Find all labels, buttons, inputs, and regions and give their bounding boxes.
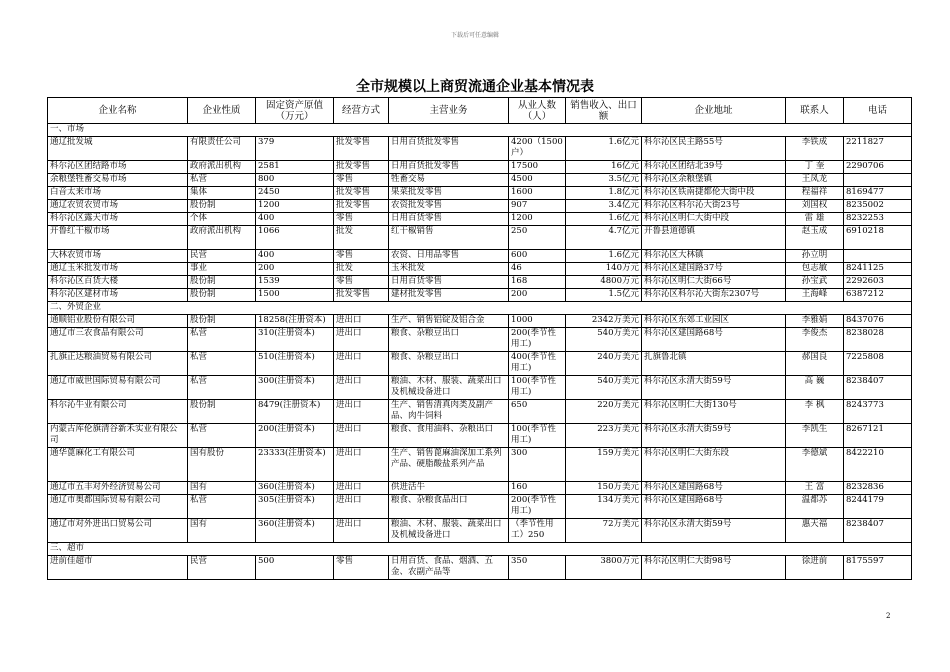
table-row: [48, 482, 912, 495]
cell-mode: 进出口: [334, 328, 389, 352]
cell-type: 民营: [188, 556, 256, 580]
table-row: [48, 289, 912, 302]
cell-address: 科尔沁区民主路55号: [642, 137, 786, 161]
cell-mode: 批发零售: [334, 187, 389, 200]
table-row: [48, 519, 912, 543]
page-title: 全市规模以上商贸流通企业基本情况表: [356, 79, 594, 95]
cell-staff: 1600: [509, 187, 566, 200]
col-header-name: 企业名称: [48, 98, 188, 124]
cell-staff: 200(季节性用工): [509, 328, 566, 352]
cell-staff: 200: [509, 289, 566, 302]
page-number: 2: [886, 612, 891, 620]
cell-assets: 2450: [256, 187, 334, 200]
cell-sales: 220万美元: [566, 400, 642, 424]
cell-business: 日用百货零售: [389, 213, 509, 226]
cell-name: 科尔沁区百货大楼: [48, 276, 188, 289]
cell-business: 供进活牛: [389, 482, 509, 495]
cell-assets: 2581: [256, 161, 334, 174]
cell-address: 科尔沁区东郊工业园区: [642, 315, 786, 328]
cell-assets: 1200: [256, 200, 334, 213]
cell-phone: 2290706: [844, 161, 912, 174]
cell-sales: 240万美元: [566, 352, 642, 376]
cell-contact: 王 富: [786, 482, 844, 495]
cell-assets: 379: [256, 137, 334, 161]
cell-assets: 1500: [256, 289, 334, 302]
cell-assets: 360(注册资本): [256, 482, 334, 495]
cell-assets: 8479(注册资本): [256, 400, 334, 424]
cell-phone: 2292603: [844, 276, 912, 289]
cell-type: 股份制: [188, 276, 256, 289]
cell-address: 科尔沁区铁南捷都伦大街中段: [642, 187, 786, 200]
table-row: [48, 226, 912, 250]
table-row: [48, 187, 912, 200]
cell-staff: 600: [509, 250, 566, 263]
cell-type: 股份制: [188, 315, 256, 328]
cell-business: 粮食、食用油料、杂粮出口: [389, 424, 509, 448]
cell-assets: 200: [256, 263, 334, 276]
cell-phone: 6910218: [844, 226, 912, 250]
cell-contact: 李凯生: [786, 424, 844, 448]
cell-contact: 徐进前: [786, 556, 844, 580]
cell-assets: 18258(注册资本): [256, 315, 334, 328]
cell-type: 民营: [188, 250, 256, 263]
enterprise-table: [47, 97, 912, 580]
cell-sales: 1.6亿元: [566, 137, 642, 161]
cell-assets: 305(注册资本): [256, 495, 334, 519]
section-heading: 三、超市: [48, 543, 912, 556]
cell-address: 科尔沁区明仁大街130号: [642, 400, 786, 424]
cell-type: 股份制: [188, 400, 256, 424]
section-heading-row: [48, 124, 912, 137]
cell-contact: 雷 雄: [786, 213, 844, 226]
cell-name: 通辽市威世国际贸易有限公司: [48, 376, 188, 400]
cell-type: 私营: [188, 376, 256, 400]
cell-name: 进前佳超市: [48, 556, 188, 580]
cell-phone: 8232836: [844, 482, 912, 495]
cell-sales: 150万美元: [566, 482, 642, 495]
cell-phone: 8244179: [844, 495, 912, 519]
cell-type: 国有股份: [188, 448, 256, 482]
table-row: [48, 448, 912, 482]
cell-business: 牲畜交易: [389, 174, 509, 187]
table-row: [48, 376, 912, 400]
cell-phone: [844, 174, 912, 187]
cell-staff: 46: [509, 263, 566, 276]
col-header-assets: 固定资产原值（万元）: [256, 98, 334, 124]
cell-type: 事业: [188, 263, 256, 276]
cell-phone: 2211827: [844, 137, 912, 161]
cell-phone: 8238407: [844, 376, 912, 400]
cell-address: 科尔沁区建国路68号: [642, 495, 786, 519]
cell-name: 内蒙古库伦旗清谷新禾实业有限公司: [48, 424, 188, 448]
cell-contact: 赵玉成: [786, 226, 844, 250]
cell-contact: 郝国良: [786, 352, 844, 376]
cell-contact: 王海峰: [786, 289, 844, 302]
cell-type: 私营: [188, 424, 256, 448]
cell-name: 科尔沁区团结路市场: [48, 161, 188, 174]
cell-type: 私营: [188, 352, 256, 376]
cell-business: 果菜批发零售: [389, 187, 509, 200]
cell-staff: 100(季节性用工): [509, 376, 566, 400]
cell-contact: 高 巍: [786, 376, 844, 400]
section-heading: 一、市场: [48, 124, 912, 137]
cell-sales: 1.6亿元: [566, 250, 642, 263]
cell-type: 股份制: [188, 289, 256, 302]
cell-phone: 8241125: [844, 263, 912, 276]
cell-phone: 8232253: [844, 213, 912, 226]
cell-sales: 159万美元: [566, 448, 642, 482]
cell-name: 通辽市对外进出口贸易公司: [48, 519, 188, 543]
col-header-phone: 电话: [844, 98, 912, 124]
header-note: 下载后可任意编辑: [450, 32, 499, 39]
table-row: [48, 352, 912, 376]
cell-mode: 批发零售: [334, 289, 389, 302]
cell-mode: 批发零售: [334, 161, 389, 174]
col-header-mode: 经营方式: [334, 98, 389, 124]
section-heading: 二、外贸企业: [48, 302, 912, 315]
cell-assets: 500: [256, 556, 334, 580]
cell-address: 科尔沁区明仁大街98号: [642, 556, 786, 580]
table-row: [48, 424, 912, 448]
cell-type: 集体: [188, 187, 256, 200]
cell-mode: 进出口: [334, 482, 389, 495]
table-body: [48, 124, 912, 580]
cell-sales: 16亿元: [566, 161, 642, 174]
cell-address: 科尔沁区建国路37号: [642, 263, 786, 276]
cell-name: 科尔沁区露天市场: [48, 213, 188, 226]
col-header-contact: 联系人: [786, 98, 844, 124]
cell-name: 白音太来市场: [48, 187, 188, 200]
cell-phone: 8175597: [844, 556, 912, 580]
cell-phone: 7225808: [844, 352, 912, 376]
cell-business: 粮油、木材、服装、蔬菜出口及机械设备进口: [389, 519, 509, 543]
col-header-type: 企业性质: [188, 98, 256, 124]
cell-assets: 1066: [256, 226, 334, 250]
cell-assets: 23333(注册资本): [256, 448, 334, 482]
cell-sales: 3.4亿元: [566, 200, 642, 213]
cell-address: 开鲁县道德镇: [642, 226, 786, 250]
cell-type: 私营: [188, 495, 256, 519]
cell-name: 通华蓖麻化工有限公司: [48, 448, 188, 482]
cell-business: 日用百货零售: [389, 276, 509, 289]
cell-name: 余粮堡牲畜交易市场: [48, 174, 188, 187]
cell-phone: 8267121: [844, 424, 912, 448]
cell-assets: 360(注册资本): [256, 519, 334, 543]
cell-name: 科尔沁牛业有限公司: [48, 400, 188, 424]
cell-business: 粮食、杂粮豆出口: [389, 328, 509, 352]
cell-phone: [844, 250, 912, 263]
cell-name: 通辽农贸农贸市场: [48, 200, 188, 213]
cell-address: 科尔沁区建国路68号: [642, 482, 786, 495]
cell-mode: 进出口: [334, 400, 389, 424]
cell-business: 玉米批发: [389, 263, 509, 276]
cell-mode: 批发零售: [334, 137, 389, 161]
cell-type: 国有: [188, 482, 256, 495]
cell-sales: 4.7亿元: [566, 226, 642, 250]
cell-address: 科尔沁区明仁大街中段: [642, 213, 786, 226]
cell-type: 政府派出机构: [188, 226, 256, 250]
cell-business: 建材批发零售: [389, 289, 509, 302]
cell-business: 农资、日用品零售: [389, 250, 509, 263]
cell-type: 有限责任公司: [188, 137, 256, 161]
cell-sales: 72万美元: [566, 519, 642, 543]
cell-sales: 2342万美元: [566, 315, 642, 328]
table-row: [48, 213, 912, 226]
cell-phone: 8169477: [844, 187, 912, 200]
cell-assets: 400: [256, 213, 334, 226]
cell-mode: 零售: [334, 276, 389, 289]
cell-address: 扎旗鲁北镇: [642, 352, 786, 376]
cell-address: 科尔沁区永清大街59号: [642, 519, 786, 543]
cell-staff: （季节性用工）250: [509, 519, 566, 543]
cell-business: 日用百货批发零售: [389, 137, 509, 161]
cell-address: 科尔沁区余粮堡镇: [642, 174, 786, 187]
cell-phone: 6387212: [844, 289, 912, 302]
table-row: [48, 400, 912, 424]
cell-staff: 168: [509, 276, 566, 289]
cell-contact: 刘国权: [786, 200, 844, 213]
table-row: [48, 137, 912, 161]
cell-address: 科尔沁区大林镇: [642, 250, 786, 263]
cell-address: 科尔沁区科尔沁大街23号: [642, 200, 786, 213]
cell-name: 大林农贸市场: [48, 250, 188, 263]
cell-mode: 零售: [334, 250, 389, 263]
cell-contact: 丁 奎: [786, 161, 844, 174]
cell-business: 生产、销售蓖麻油深加工系列产品、硬脂酸盐系列产品: [389, 448, 509, 482]
table-row: [48, 174, 912, 187]
cell-mode: 批发零售: [334, 200, 389, 213]
cell-type: 国有: [188, 519, 256, 543]
cell-assets: 400: [256, 250, 334, 263]
cell-name: 通辽批发城: [48, 137, 188, 161]
cell-staff: 907: [509, 200, 566, 213]
cell-contact: 温都苏: [786, 495, 844, 519]
cell-sales: 1.6亿元: [566, 213, 642, 226]
header-row: [48, 98, 912, 124]
cell-type: 股份制: [188, 200, 256, 213]
cell-mode: 进出口: [334, 315, 389, 328]
cell-mode: 进出口: [334, 519, 389, 543]
cell-business: 红干椒销售: [389, 226, 509, 250]
cell-sales: 1.5亿元: [566, 289, 642, 302]
cell-mode: 进出口: [334, 424, 389, 448]
cell-business: 日用百货批发零售: [389, 161, 509, 174]
cell-business: 粮食、杂粮豆出口: [389, 352, 509, 376]
cell-business: 生产、销售铝锭及铝合金: [389, 315, 509, 328]
cell-phone: 8235002: [844, 200, 912, 213]
cell-phone: 8238407: [844, 519, 912, 543]
cell-mode: 零售: [334, 174, 389, 187]
cell-name: 科尔沁区建材市场: [48, 289, 188, 302]
cell-address: 科尔沁区永清大街59号: [642, 424, 786, 448]
cell-staff: 4500: [509, 174, 566, 187]
cell-business: 日用百货、食品、烟酒、五金、农副产品等: [389, 556, 509, 580]
table-row: [48, 263, 912, 276]
cell-business: 粮食、杂粮食品出口: [389, 495, 509, 519]
cell-contact: 李 枫: [786, 400, 844, 424]
cell-contact: 程福祥: [786, 187, 844, 200]
cell-address: 科尔沁区永清大街59号: [642, 376, 786, 400]
cell-phone: 8422210: [844, 448, 912, 482]
cell-sales: 140万元: [566, 263, 642, 276]
cell-business: 农资批发零售: [389, 200, 509, 213]
cell-mode: 进出口: [334, 448, 389, 482]
cell-contact: 孙宝武: [786, 276, 844, 289]
cell-staff: 160: [509, 482, 566, 495]
cell-assets: 310(注册资本): [256, 328, 334, 352]
cell-contact: 李铁成: [786, 137, 844, 161]
cell-assets: 510(注册资本): [256, 352, 334, 376]
cell-business: 粮油、木材、服装、蔬菜出口及机械设备进口: [389, 376, 509, 400]
cell-sales: 223万美元: [566, 424, 642, 448]
cell-sales: 134万美元: [566, 495, 642, 519]
cell-mode: 零售: [334, 213, 389, 226]
table-row: [48, 276, 912, 289]
cell-sales: 540万美元: [566, 328, 642, 352]
table-row: [48, 161, 912, 174]
cell-name: 通辽市奥都国际贸易有限公司: [48, 495, 188, 519]
table-row: [48, 556, 912, 580]
cell-contact: 李德斌: [786, 448, 844, 482]
cell-type: 私营: [188, 328, 256, 352]
cell-sales: 1.8亿元: [566, 187, 642, 200]
cell-name: 扎旗正达粮油贸易有限公司: [48, 352, 188, 376]
col-header-sales: 销售收入、出口额: [566, 98, 642, 124]
cell-staff: 100(季节性用工): [509, 424, 566, 448]
cell-mode: 进出口: [334, 352, 389, 376]
cell-staff: 200(季节性用工): [509, 495, 566, 519]
cell-staff: 350: [509, 556, 566, 580]
cell-staff: 400(季节性用工): [509, 352, 566, 376]
cell-address: 科尔沁区明仁大街东段: [642, 448, 786, 482]
cell-address: 科尔沁区建国路68号: [642, 328, 786, 352]
col-header-address: 企业地址: [642, 98, 786, 124]
cell-phone: 8243773: [844, 400, 912, 424]
table-row: [48, 328, 912, 352]
cell-staff: 650: [509, 400, 566, 424]
cell-assets: 300(注册资本): [256, 376, 334, 400]
cell-sales: 540万美元: [566, 376, 642, 400]
cell-staff: 250: [509, 226, 566, 250]
cell-staff: 17500: [509, 161, 566, 174]
cell-assets: 800: [256, 174, 334, 187]
cell-sales: 4800万元: [566, 276, 642, 289]
cell-mode: 批发: [334, 263, 389, 276]
cell-type: 政府派出机构: [188, 161, 256, 174]
cell-business: 生产、销售清真肉类及副产品、肉牛饲料: [389, 400, 509, 424]
cell-type: 个体: [188, 213, 256, 226]
table-row: [48, 200, 912, 213]
cell-contact: 包志敏: [786, 263, 844, 276]
cell-type: 私营: [188, 174, 256, 187]
cell-staff: 1000: [509, 315, 566, 328]
cell-address: 科尔沁区团结北39号: [642, 161, 786, 174]
cell-address: 科尔沁区科尔沁大街东2307号: [642, 289, 786, 302]
cell-name: 开鲁红干椒市场: [48, 226, 188, 250]
table-row: [48, 495, 912, 519]
table-row: [48, 315, 912, 328]
col-header-staff: 从业人数（人）: [509, 98, 566, 124]
cell-sales: 3.5亿元: [566, 174, 642, 187]
cell-staff: 4200（1500户）: [509, 137, 566, 161]
cell-name: 通辽市五丰对外经济贸易公司: [48, 482, 188, 495]
section-heading-row: [48, 543, 912, 556]
cell-assets: 1539: [256, 276, 334, 289]
cell-staff: 300: [509, 448, 566, 482]
table-row: [48, 250, 912, 263]
cell-address: 科尔沁区明仁大街66号: [642, 276, 786, 289]
cell-contact: 孙立明: [786, 250, 844, 263]
section-heading-row: [48, 302, 912, 315]
cell-mode: 零售: [334, 556, 389, 580]
cell-name: 通辽市三农食品有限公司: [48, 328, 188, 352]
cell-contact: 李俊杰: [786, 328, 844, 352]
cell-contact: 惠天福: [786, 519, 844, 543]
cell-assets: 200(注册资本): [256, 424, 334, 448]
cell-contact: 李雅娟: [786, 315, 844, 328]
cell-mode: 批发: [334, 226, 389, 250]
cell-staff: 1200: [509, 213, 566, 226]
cell-mode: 进出口: [334, 376, 389, 400]
cell-phone: 8437076: [844, 315, 912, 328]
cell-name: 通顺铝业股份有限公司: [48, 315, 188, 328]
cell-sales: 3800万元: [566, 556, 642, 580]
cell-phone: 8238028: [844, 328, 912, 352]
cell-mode: 进出口: [334, 495, 389, 519]
cell-contact: 王凤龙: [786, 174, 844, 187]
col-header-business: 主营业务: [389, 98, 509, 124]
cell-name: 通辽玉米批发市场: [48, 263, 188, 276]
